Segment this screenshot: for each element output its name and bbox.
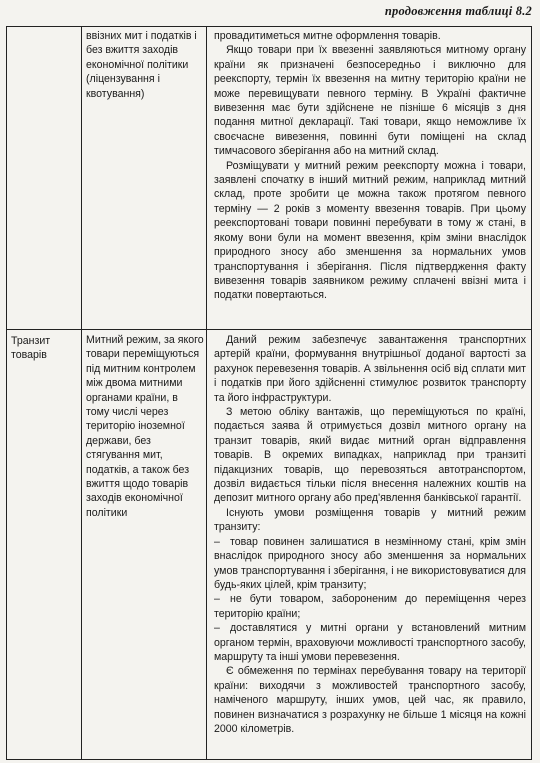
regime-table [6, 26, 532, 760]
dash-marker: – [214, 622, 220, 635]
regime-commentary-cell [207, 27, 531, 329]
list-item [214, 535, 526, 593]
paragraph: Існують умови розміщення товарів у митний режим транзиту: [214, 506, 526, 534]
list-item [214, 592, 526, 621]
regime-definition-cell: Митний режим, за якого товари переміщуються під митним контролем між двома митними органами країни, в тому числі через територію іноземної держави, без стягування мит, податків, а також без вжиття щодо товарів заходів економічної політики [86, 334, 204, 519]
continuation-header: продовження таблиці 8.2 [384, 4, 532, 18]
dash-marker: – [214, 535, 220, 548]
regime-commentary-cell [207, 330, 531, 759]
list-item [214, 621, 526, 664]
table-row [7, 27, 531, 330]
dash-marker: – [214, 593, 220, 606]
paragraph: Даний режим забезпечує завантаження транспортних артерій країни, формування внутрішньої доданої вартості за рахунок перевезення товарів. А звільнення осіб від сплати мит і податків при його здійсненні стимулює розвиток транспорту та його інфраструктури. [214, 334, 526, 404]
paragraph: Якщо товари при їх ввезенні заявляються митному органу країни як призначені безпосередньо і виключно для реекспорту, термін їх ввезення на митну територію країни не може перевищувати певного терміну. В Україні фактичне вивезення має бути здійснене не пізніше 6 місяців з дня подання митної декларації. Такі товари, якщо неможливе їх своєчасне вивезення, повинні бути поміщені на склад тимчасового зберігання або на митний склад. [214, 44, 526, 158]
list-item-text: не бути товаром, забороненим до переміщення через територію країни; [214, 593, 526, 620]
list-item-text: доставлятися у митні органи у встановлений митним органом термін, враховуючи можливості транспортного засобу, маршруту та інші умови перевезення. [214, 622, 526, 663]
paragraph: Розміщувати у митний режим реекспорту можна і товари, заявлені спочатку в інший митний режим, наприклад митний склад, проте зробити це можна також протягом певного терміну — 2 років з моменту ввезення товарів. При цьому реекспортовані товари повинні перебувати в тому ж стані, в якому вони були на момент ввезення, крім зміни внаслідок природного зносу або зменшення за нормальних умов транспортування і зберігання. Після підтвердження факту вивезення товарів заявником режиму сплачені ввізні мита і податки повертаються. [214, 159, 526, 302]
paragraph: З метою обліку вантажів, що переміщуються по країні, подається заява й отримується дозвіл митного органу на транзит товарів, який видає митний орган відправлення товарів. В окремих випадках, наприклад при транзиті підакцизних товарів, що перевозяться автотранспортом, дозвіл видається тільки після внесення належних коштів на депозит митного органу або пред'явлення банківської гарантії. [214, 406, 526, 505]
regime-definition-cell: ввізних мит і податків і без вжиття заходів економічної політики (ліцензування і квотування) [86, 30, 197, 100]
regime-name-cell: Транзит товарів [11, 335, 51, 361]
regime-name-cell [7, 27, 81, 329]
table-row [7, 330, 531, 759]
list-item-text: товар повинен залишатися в незмінному стані, крім змін внаслідок природного зносу або зменшення за нормальних умов транспортування і зберігання, і не використовуватися для будь-яких цілей, крім транзиту; [214, 535, 526, 591]
paragraph: Є обмеження по термінах перебування товару на території країни: виходячи з можливостей транспортного засобу, наміченого маршруту, інших умов, цей час, як правило, повинен визначатися з розрахунку не більше 1 місяця на кожні 2000 кілометрів. [214, 665, 526, 735]
paragraph: провадитиметься митне оформлення товарів. [214, 30, 441, 42]
